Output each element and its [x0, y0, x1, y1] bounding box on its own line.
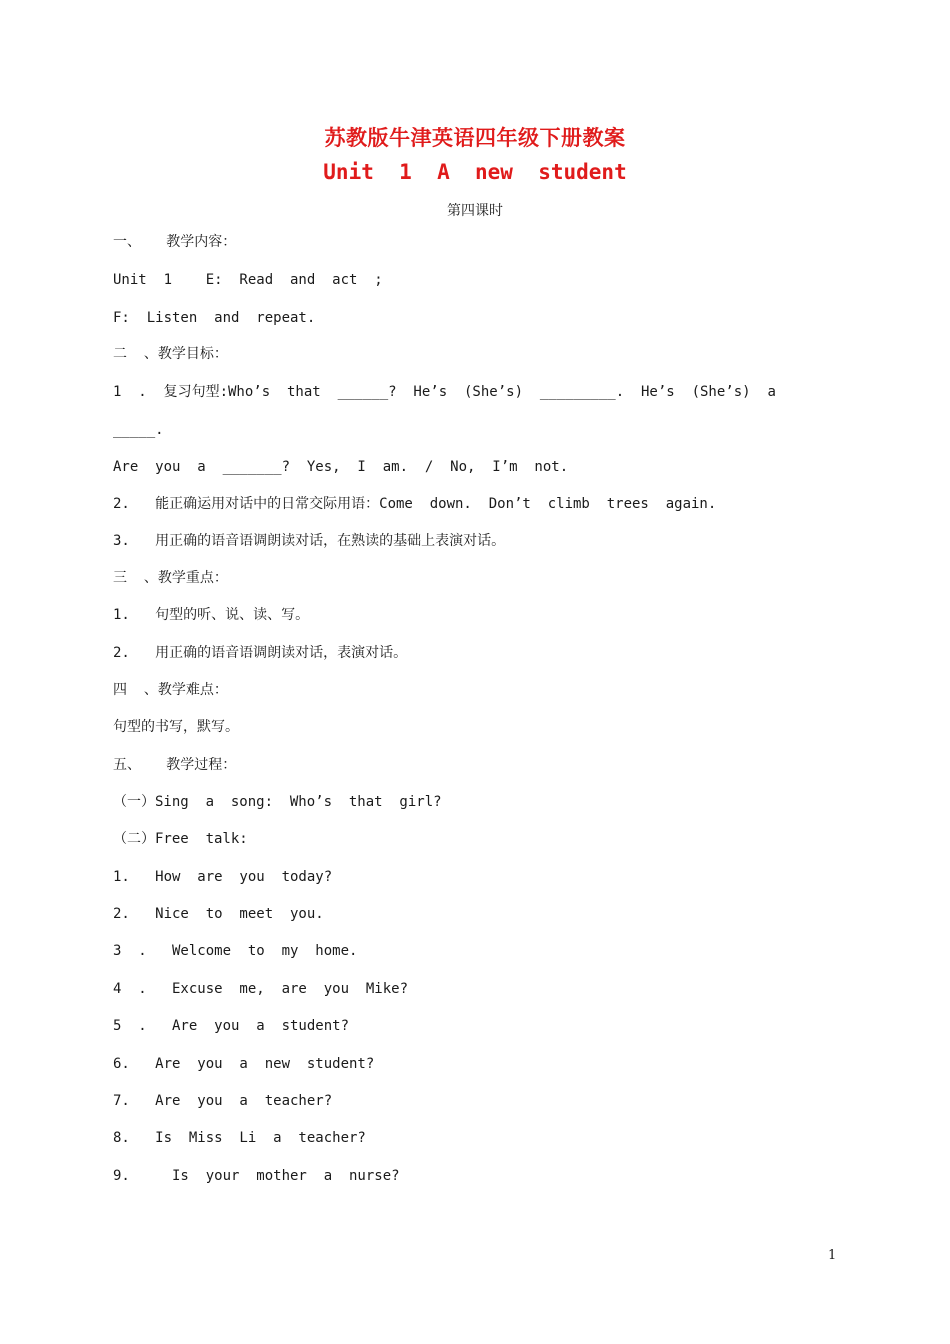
section-heading-objectives: 二 、教学目标：	[113, 346, 228, 362]
list-item: 9. Is your mother a nurse?	[113, 1168, 400, 1184]
text-line: Are you a _______? Yes, I am. / No, I’m not.	[113, 459, 569, 475]
section-heading-content: 一、 教学内容：	[113, 234, 237, 250]
text-line: 句型的书写，默写。	[113, 719, 239, 735]
section-heading-process: 五、 教学过程：	[113, 757, 237, 773]
list-item: 4 . Excuse me, are you Mike?	[113, 981, 409, 997]
text-line: _____.	[113, 422, 164, 438]
text-line: 2. 能正确运用对话中的日常交际用语：Come down. Don’t climb trees again.	[113, 496, 717, 512]
list-item: 3 . Welcome to my home.	[113, 943, 358, 959]
lesson-label: 第四课时	[447, 203, 503, 219]
text-line: （二）Free talk:	[113, 831, 248, 847]
list-item: 8. Is Miss Li a teacher?	[113, 1130, 366, 1146]
list-item: 1. How are you today?	[113, 869, 333, 885]
list-item: 5 . Are you a student?	[113, 1018, 350, 1034]
text-line: 3. 用正确的语音语调朗读对话，在熟读的基础上表演对话。	[113, 533, 506, 549]
text-line: 1 . 复习句型:Who’s that ______? He’s (She’s) _________. He’s (She’s) a	[113, 384, 776, 400]
text-line: 1. 句型的听、说、读、写。	[113, 607, 310, 623]
list-item: 6. Are you a new student?	[113, 1056, 375, 1072]
document-title-chinese: 苏教版牛津英语四年级下册教案	[324, 125, 626, 150]
section-heading-key-points: 三 、教学重点：	[113, 570, 228, 586]
page-number: 1	[828, 1248, 837, 1263]
text-line: F: Listen and repeat.	[113, 310, 316, 326]
document-title-english: Unit 1 A new student	[323, 160, 627, 184]
text-line: 2. 用正确的语音语调朗读对话，表演对话。	[113, 645, 408, 661]
list-item: 2. Nice to meet you.	[113, 906, 324, 922]
section-heading-difficulties: 四 、教学难点：	[113, 682, 228, 698]
text-line: （一）Sing a song: Who’s that girl?	[113, 794, 442, 810]
text-line: Unit 1 E: Read and act ;	[113, 272, 383, 288]
list-item: 7. Are you a teacher?	[113, 1093, 333, 1109]
